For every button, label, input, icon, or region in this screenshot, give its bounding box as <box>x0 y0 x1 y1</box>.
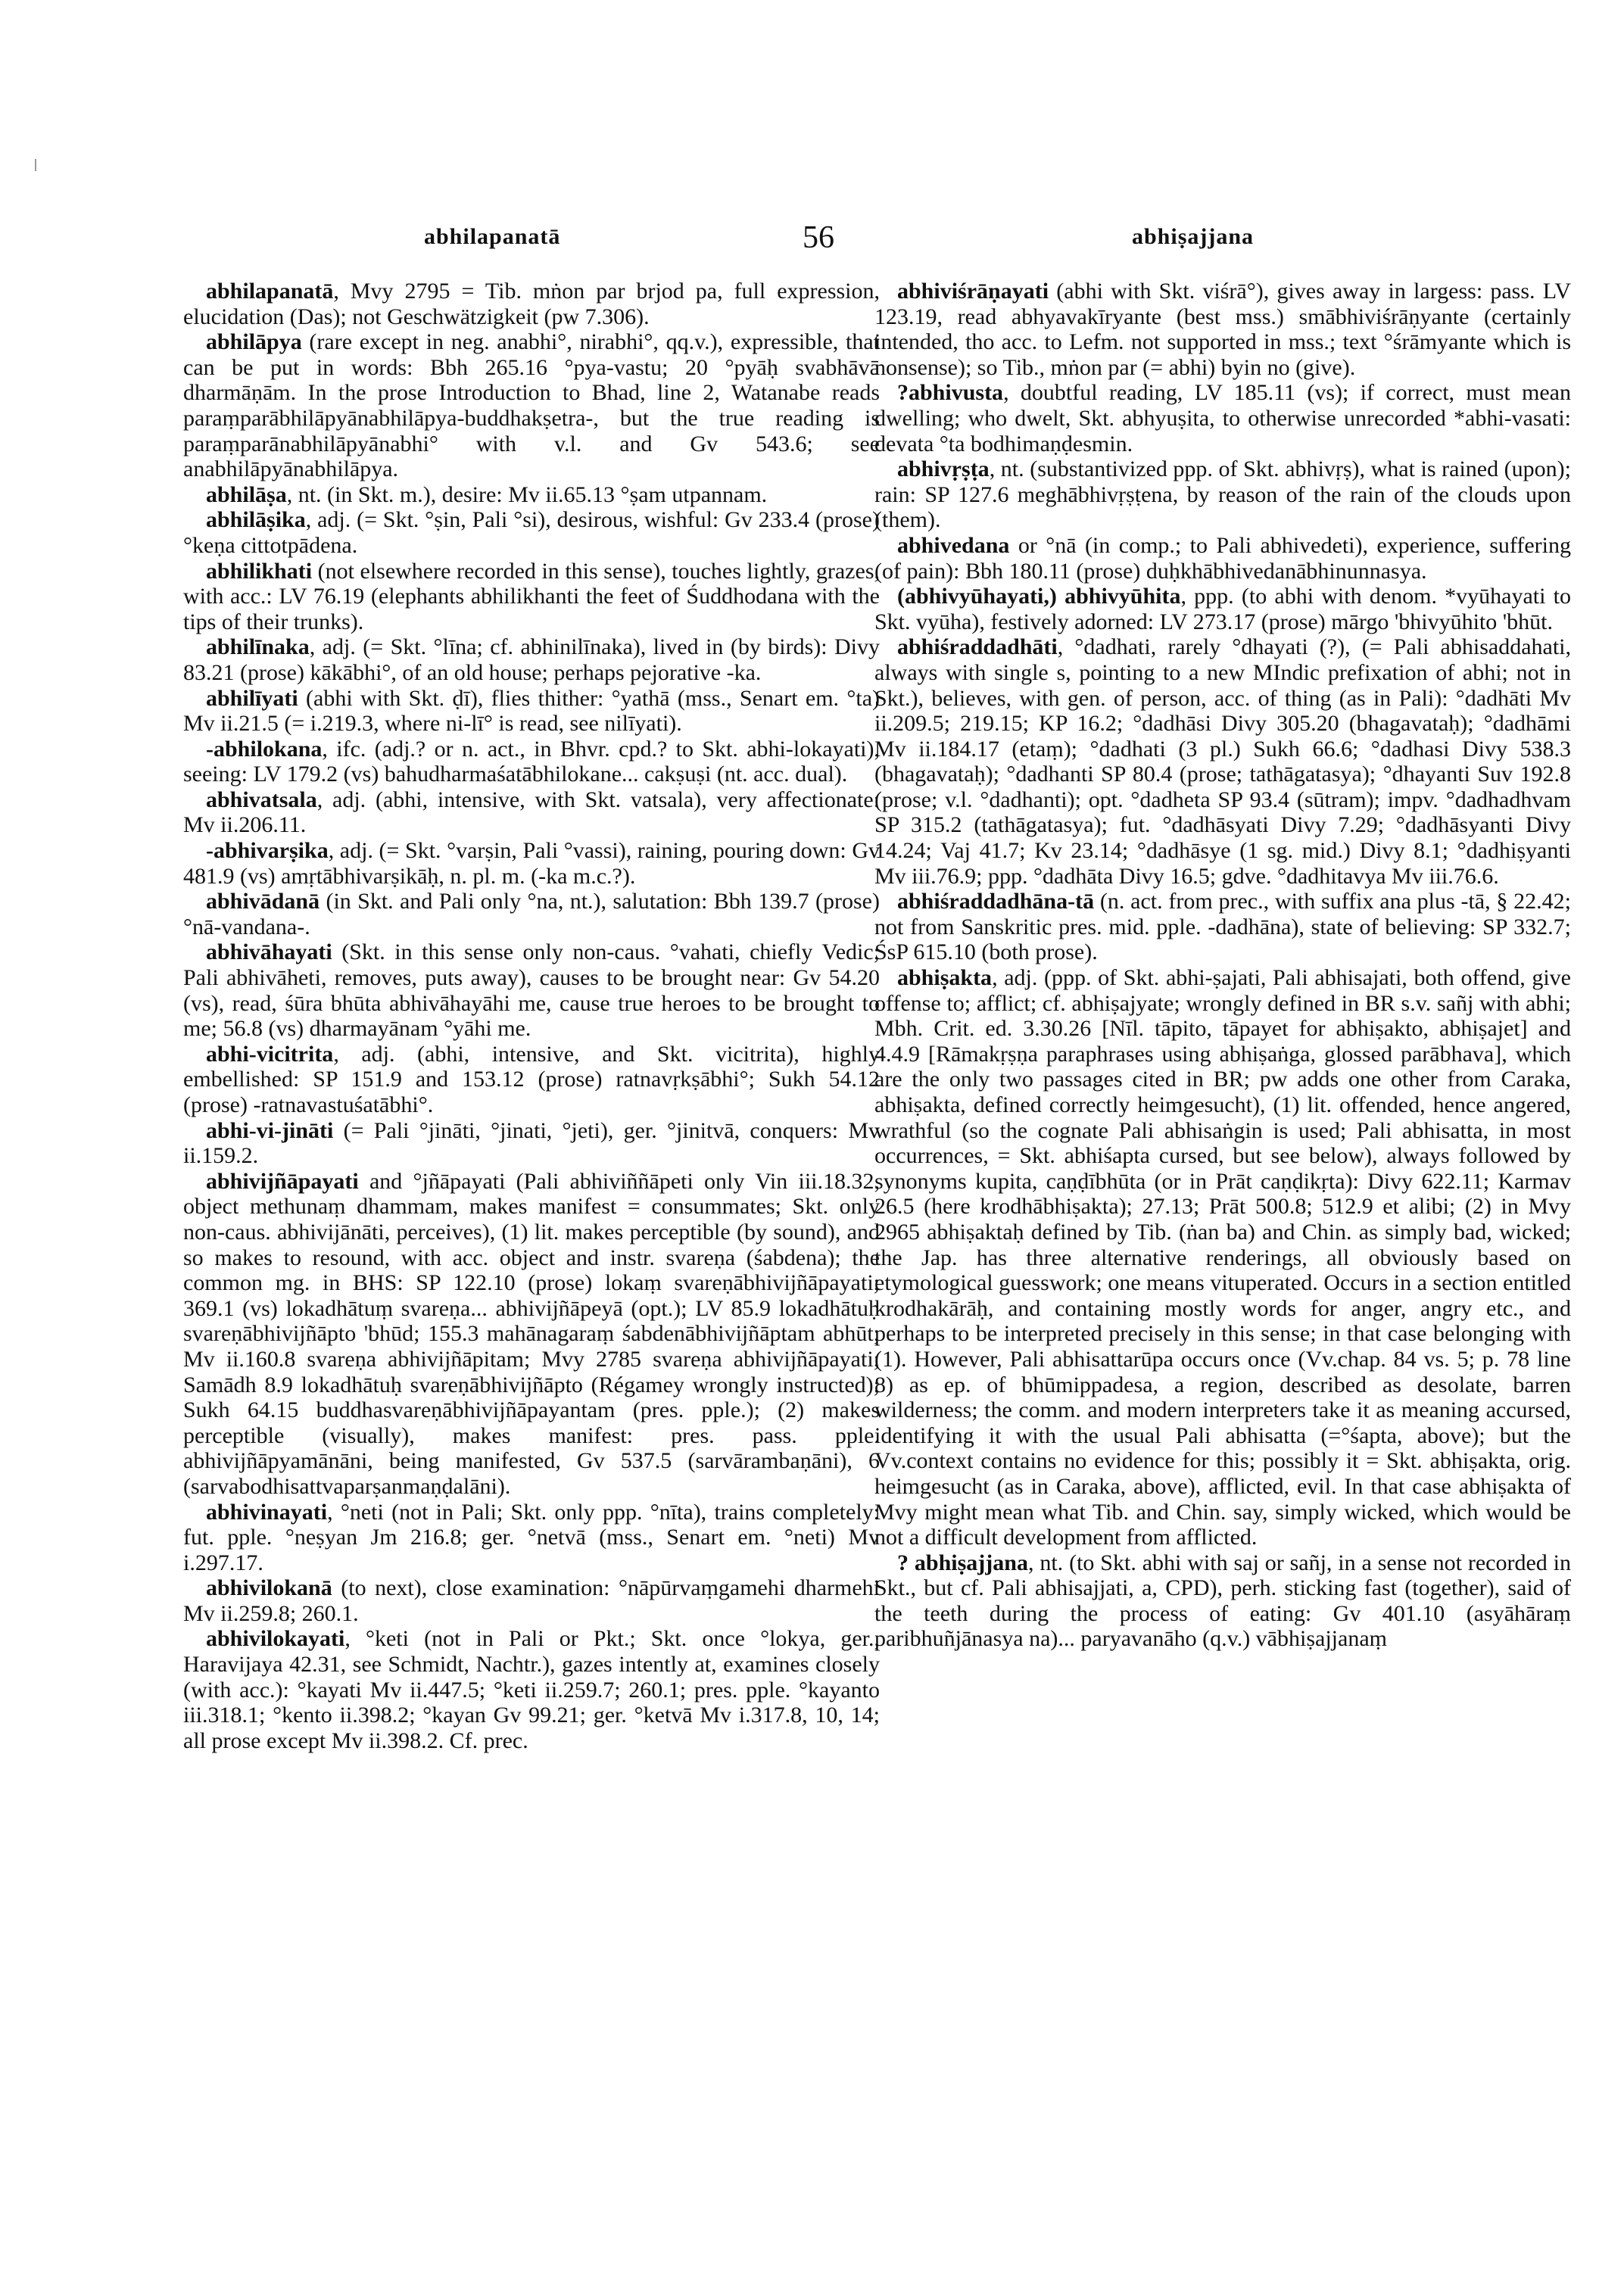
headword: abhilīnaka <box>206 634 310 660</box>
headword: abhivinayati <box>206 1499 328 1525</box>
definition: , adj. (= Skt. °ṣin, Pali °si), desirous, wishful: Gv 233.4 (prose) °keṇa cittotpādena. <box>183 507 880 558</box>
entry <box>183 889 880 939</box>
headword: abhivatsala <box>206 787 317 812</box>
headword: abhivādanā <box>206 889 320 914</box>
entry <box>183 838 880 889</box>
entry <box>874 965 1571 1550</box>
headword: ?abhivusta <box>897 380 1004 406</box>
definition: , adj. (abhi, intensive, and Skt. vicitrita), highly embellished: SP 151.9 and 153.12 (prose) ratnavṛkṣābhi°; Sukh 54.12 (prose) -ratnavastuśatābhi°. <box>183 1041 880 1117</box>
definition: , adj. (ppp. of Skt. abhi-ṣajati, Pali abhisajati, both offend, give offense to; afflict; cf. abhiṣajyate; wrongly defined in BR s.v. sañj with abhi; Mbh. Crit. ed. 3.30.26 [Nīl. tāpito, tāpayet for abhiṣakto, abhiṣajet] and 4.4.9 [Rāmakṛṣṇa paraphrases using abhiṣaṅga, glossed parābhava], which are the only two passages cited in BR; pw adds one other from Caraka, abhiṣakta, defined correctly heimgesucht), (1) lit. offended, hence angered, wrathful (so the cognate Pali abhisaṅgin is used; Pali abhisatta, in most occurrences, = Skt. abhiśapta cursed, but see below), always followed by synonyms kupita, caṇḍībhūta (or in Prāt caṇḍikṛta): Divy 622.11; Karmav 26.5 (here krodhābhiṣakta); 27.13; Prāt 500.8; 512.9 et alibi; (2) in Mvy 2965 abhiṣaktaḥ defined by Tib. (ṅan ba) and Chin. as simply bad, wicked; the Jap. has three alternative renderings, all obviously based on etymological guesswork; one means vituperated. Occurs in a section entitled krodhakārāḥ, and containing mostly words for anger, angry etc., and perhaps to be interpreted precisely in this sense; in that case belonging with (1). However, Pali abhisattarūpa occurs once (Vv.chap. 84 vs. 5; p. 78 line 8) as ep. of bhūmippadesa, a region, described as desolate, barren wilderness; the comm. and modern interpreters take it as meaning accursed, identifying it with the usual Pali abhisatta (=°śapta, above); but the Vv.context contains no evidence for this; possibly it = Skt. abhiṣakta, orig. heimgesucht (as in Caraka, above), afflicted, evil. In that case abhiṣakta of Mvy might mean what Tib. and Chin. say, simply wicked, which would be not a difficult development from afflicted. <box>874 965 1571 1550</box>
definition: , nt. (substantivized ppp. of Skt. abhivṛṣ), what is rained (upon); rain: SP 127.6 meghābhivṛṣṭena, by reason of the rain of the clouds upon (them). <box>874 456 1571 533</box>
headword: (abhivyūhayati,) abhivyūhita <box>897 584 1181 609</box>
entry <box>874 380 1571 456</box>
headword: abhilāṣa <box>206 481 287 507</box>
definition: and °jñāpayati (Pali abhiviññāpeti only Vin iii.18.32, object methunaṃ dhammam, makes manifest = consummates; Skt. only non-caus. abhivijānāti, perceives), (1) lit. makes perceptible (by sound), and so makes to resound, with acc. object and instr. svareṇa (śabdena); the common mg. in BHS: SP 122.10 (prose) lokaṃ svareṇābhivijñāpayati; 369.1 (vs) lokadhātuṃ svareṇa... abhivijñāpeyā (opt.); LV 85.9 lokadhātuḥ svareṇābhivijñāpto 'bhūd; 155.3 mahānagaraṃ śabdenābhivijñāptam abhūt; Mv ii.160.8 svareṇa abhivijñāpitam; Mvy 2785 svareṇa abhivijñāpayati; Samādh 8.9 lokadhātuḥ svareṇābhivijñāpto (Régamey wrongly instructed); Sukh 64.15 buddhasvareṇābhivijñāpayantam (pres. pple.); (2) makes perceptible (visually), makes manifest: pres. pass. pple. abhivijñāpyamānāni, being manifested, Gv 537.5 (sarvārambaṇāni), 6 (sarvabodhisattvaparṣanmaṇḍalāni). <box>183 1168 880 1499</box>
entry <box>183 686 880 737</box>
entry <box>183 737 880 787</box>
headword: abhilikhati <box>206 558 313 584</box>
headword: abhivedana <box>897 532 1010 558</box>
entry <box>183 634 880 685</box>
headword: abhivāhayati <box>206 939 332 965</box>
definition: (n. act. from prec., with suffix ana plus -tā, § 22.42; not from Sanskritic pres. mid. pple. -dadhāna), state of believing: SP 332.7; ŚsP 615.10 (both prose). <box>874 889 1571 965</box>
entry <box>183 1169 880 1500</box>
definition: (in Skt. and Pali only °na, nt.), salutation: Bbh 139.7 (prose) °nā-vandana-. <box>183 889 880 939</box>
entry <box>183 482 880 508</box>
page-header <box>0 220 1624 265</box>
headword: abhiśraddadhāti <box>897 634 1058 660</box>
definition: , nt. (to Skt. abhi with saj or sañj, in a sense not recorded in Skt., but cf. Pali abhisajjati, a, CPD), perh. sticking fast (together), said of the teeth during the process of eating: Gv 401.10 (asyāhāraṃ paribhuñjānasya na)... paryavanāho (q.v.) vābhiṣajjanaṃ <box>874 1550 1571 1652</box>
definition: , adj. (abhi, intensive, with Skt. vatsala), very affectionate: Mv ii.206.11. <box>183 787 880 838</box>
entry <box>183 1042 880 1118</box>
definition: , °keti (not in Pali or Pkt.; Skt. once °lokya, ger., Haravijaya 42.31, see Schmidt, Nachtr.), gazes intently at, examines closely (with acc.): °kayati Mv ii.447.5; °keti ii.259.7; 260.1; pres. pple. °kayanto iii.318.1; °kento ii.398.2; °kayan Gv 99.21; ger. °ketvā Mv i.317.8, 10, 14; all prose except Mv ii.398.2. Cf. prec. <box>183 1626 880 1753</box>
entry <box>874 279 1571 380</box>
headword: abhi-vi-jināti <box>206 1117 334 1143</box>
headword: abhivilokayati <box>206 1626 345 1652</box>
headword: ? abhiṣajjana <box>897 1550 1028 1575</box>
entry <box>183 1626 880 1753</box>
definition: , adj. (= Skt. °līna; cf. abhinilīnaka), lived in (by birds): Divy 83.21 (prose) kākābhi°, of an old house; perhaps pejorative -ka. <box>183 634 880 685</box>
definition: (not elsewhere recorded in this sense), touches lightly, grazes, with acc.: LV 76.19 (elephants abhilikhanti the feet of Śuddhodana with the tips of their trunks). <box>183 558 880 634</box>
left-column <box>183 279 880 1753</box>
headword: abhiśraddadhāna-tā <box>897 889 1095 914</box>
entry <box>183 507 880 558</box>
definition: , °dadhati, rarely °dhayati (?), (= Pali abhisaddahati, always with single s, pointing to a new MIndic prefixation of abhi; not in Skt.), believes, with gen. of person, acc. of thing (as in Pali): °dadhāti Mv ii.209.5; 219.15; KP 16.2; °dadhāsi Divy 305.20 (bhagavataḥ); °dadhāmi Mv ii.184.17 (etaṃ); °dadhati (3 pl.) Sukh 66.6; °dadhasi Divy 538.3 (bhagavataḥ); °dadhanti SP 80.4 (prose; tathāgatasya); °dhayanti Suv 192.8 (prose; v.l. °dadhanti); opt. °dadheta SP 93.4 (sūtram); impv. °dadhadhvam SP 315.2 (tathāgatasya); fut. °dadhāsyati Divy 7.29; °dadhāsyanti Divy 14.24; Vaj 41.7; Kv 23.14; °dadhāsye (1 sg. mid.) Divy 8.1; °dadhiṣyanti Mv iii.76.9; ppp. °dadhāta Divy 16.5; gdve. °dadhitavya Mv iii.76.6. <box>874 634 1571 889</box>
definition: , nt. (in Skt. m.), desire: Mv ii.65.13 °ṣam utpannam. <box>286 481 768 507</box>
definition: , adj. (= Skt. °varṣin, Pali °vassi), raining, pouring down: Gv 481.9 (vs) amṛtābhivarṣikāḥ, n. pl. m. (-ka m.c.?). <box>183 838 880 889</box>
headword: abhivilokanā <box>206 1575 332 1601</box>
definition: , doubtful reading, LV 185.11 (vs); if correct, must mean dwelling; who dwelt, Skt. abhyuṣita, to otherwise unrecorded *abhi-vasati: devata °ta bodhimaṇḍesmin. <box>874 380 1571 456</box>
entry <box>874 889 1571 965</box>
definition: (rare except in neg. anabhi°, nirabhi°, qq.v.), expressible, that can be put in words: Bbh 265.16 °pya-vastu; 20 °pyāḥ svabhāvā dharmāṇām. In the prose Introduction to Bhad, line 2, Watanabe reads paraṃparābhilāpyānabhilāpya-buddhakṣetra-, but the true reading is paraṃparānabhilāpyānabhi° with v.l. and Gv 543.6; see anabhilāpyānabhilāpya. <box>183 329 880 482</box>
entry <box>183 787 880 838</box>
left-guide-word: abhilapanatā <box>424 224 561 249</box>
definition: (= Pali °jināti, °jinati, °jeti), ger. °jinitvā, conquers: Mv ii.159.2. <box>183 1117 880 1169</box>
entry <box>183 329 880 482</box>
headword: abhi-vicitrita <box>206 1041 334 1067</box>
entry <box>183 559 880 635</box>
definition: , Mvy 2795 = Tib. mṅon par brjod pa, full expression, elucidation (Das); not Geschwätzigkeit (pw 7.306). <box>183 279 880 329</box>
definition: , °neti (not in Pali; Skt. only ppp. °nīta), trains completely: fut. pple. °neṣyan Jm 216.8; ger. °netvā (mss., Senart em. °neti) Mv i.297.17. <box>183 1499 880 1575</box>
headword: abhilapanatā <box>206 279 334 304</box>
definition: (abhi with Skt. ḍī), flies thither: °yathā (mss., Senart em. °ta) Mv ii.21.5 (= i.219.3, where ni-lī° is read, see nilīyati). <box>183 685 880 737</box>
scan-mark <box>35 159 36 171</box>
definition: or °nā (in comp.; to Pali abhivedeti), experience, suffering (of pain): Bbh 180.11 (prose) duḥkhābhivedanābhinunnasya. <box>874 532 1571 584</box>
entry <box>874 533 1571 584</box>
headword: abhilāṣika <box>206 507 306 533</box>
entry <box>183 939 880 1041</box>
headword: abhilīyati <box>206 685 298 711</box>
entry <box>874 456 1571 533</box>
page-number: 56 <box>803 220 834 255</box>
headword: abhiṣakta <box>897 965 993 991</box>
headword: -abhilokana <box>206 736 323 762</box>
definition: , ifc. (adj.? or n. act., in Bhvr. cpd.? to Skt. abhi-lokayati), seeing: LV 179.2 (vs) bahudharmaśatābhilokane... cakṣuṣi (nt. acc. dual). <box>183 736 880 787</box>
definition: (to next), close examination: °nāpūrvaṃgamehi dharmehi Mv ii.259.8; 260.1. <box>183 1575 880 1626</box>
entry <box>874 584 1571 634</box>
headword: abhivṛṣṭa <box>897 456 990 482</box>
entry <box>874 634 1571 889</box>
definition: (abhi with Skt. viśrā°), gives away in largess: pass. LV 123.19, read abhyavakīryante (best mss.) smābhiviśrāṇyante (certainly intended, tho acc. to Lefm. not supported in mss.; text °śrāmyante which is nonsense); so Tib., mṅon par (= abhi) byin no (give). <box>874 279 1571 380</box>
right-column <box>874 279 1571 1652</box>
entry <box>183 1118 880 1169</box>
headword: abhiviśrāṇayati <box>897 279 1049 304</box>
entry <box>183 279 880 329</box>
definition: , ppp. (to abhi with denom. *vyūhayati to Skt. vyūha), festively adorned: LV 273.17 (prose) mārgo 'bhivyūhito 'bhūt. <box>874 584 1571 634</box>
right-guide-word: abhiṣajjana <box>1132 224 1255 249</box>
definition: (Skt. in this sense only non-caus. °vahati, chiefly Vedic; Pali abhivāheti, removes, puts away), causes to be brought near: Gv 54.20 (vs), read, śūra bhūta abhivāhayāhi me, cause true heroes to be brought to me; 56.8 (vs) dharmayānam °yāhi me. <box>183 939 880 1042</box>
headword: abhilāpya <box>206 329 302 355</box>
entry <box>183 1500 880 1576</box>
entry <box>874 1550 1571 1652</box>
headword: abhivijñāpayati <box>206 1168 359 1194</box>
headword: -abhivarṣika <box>206 838 329 864</box>
entry <box>183 1575 880 1626</box>
